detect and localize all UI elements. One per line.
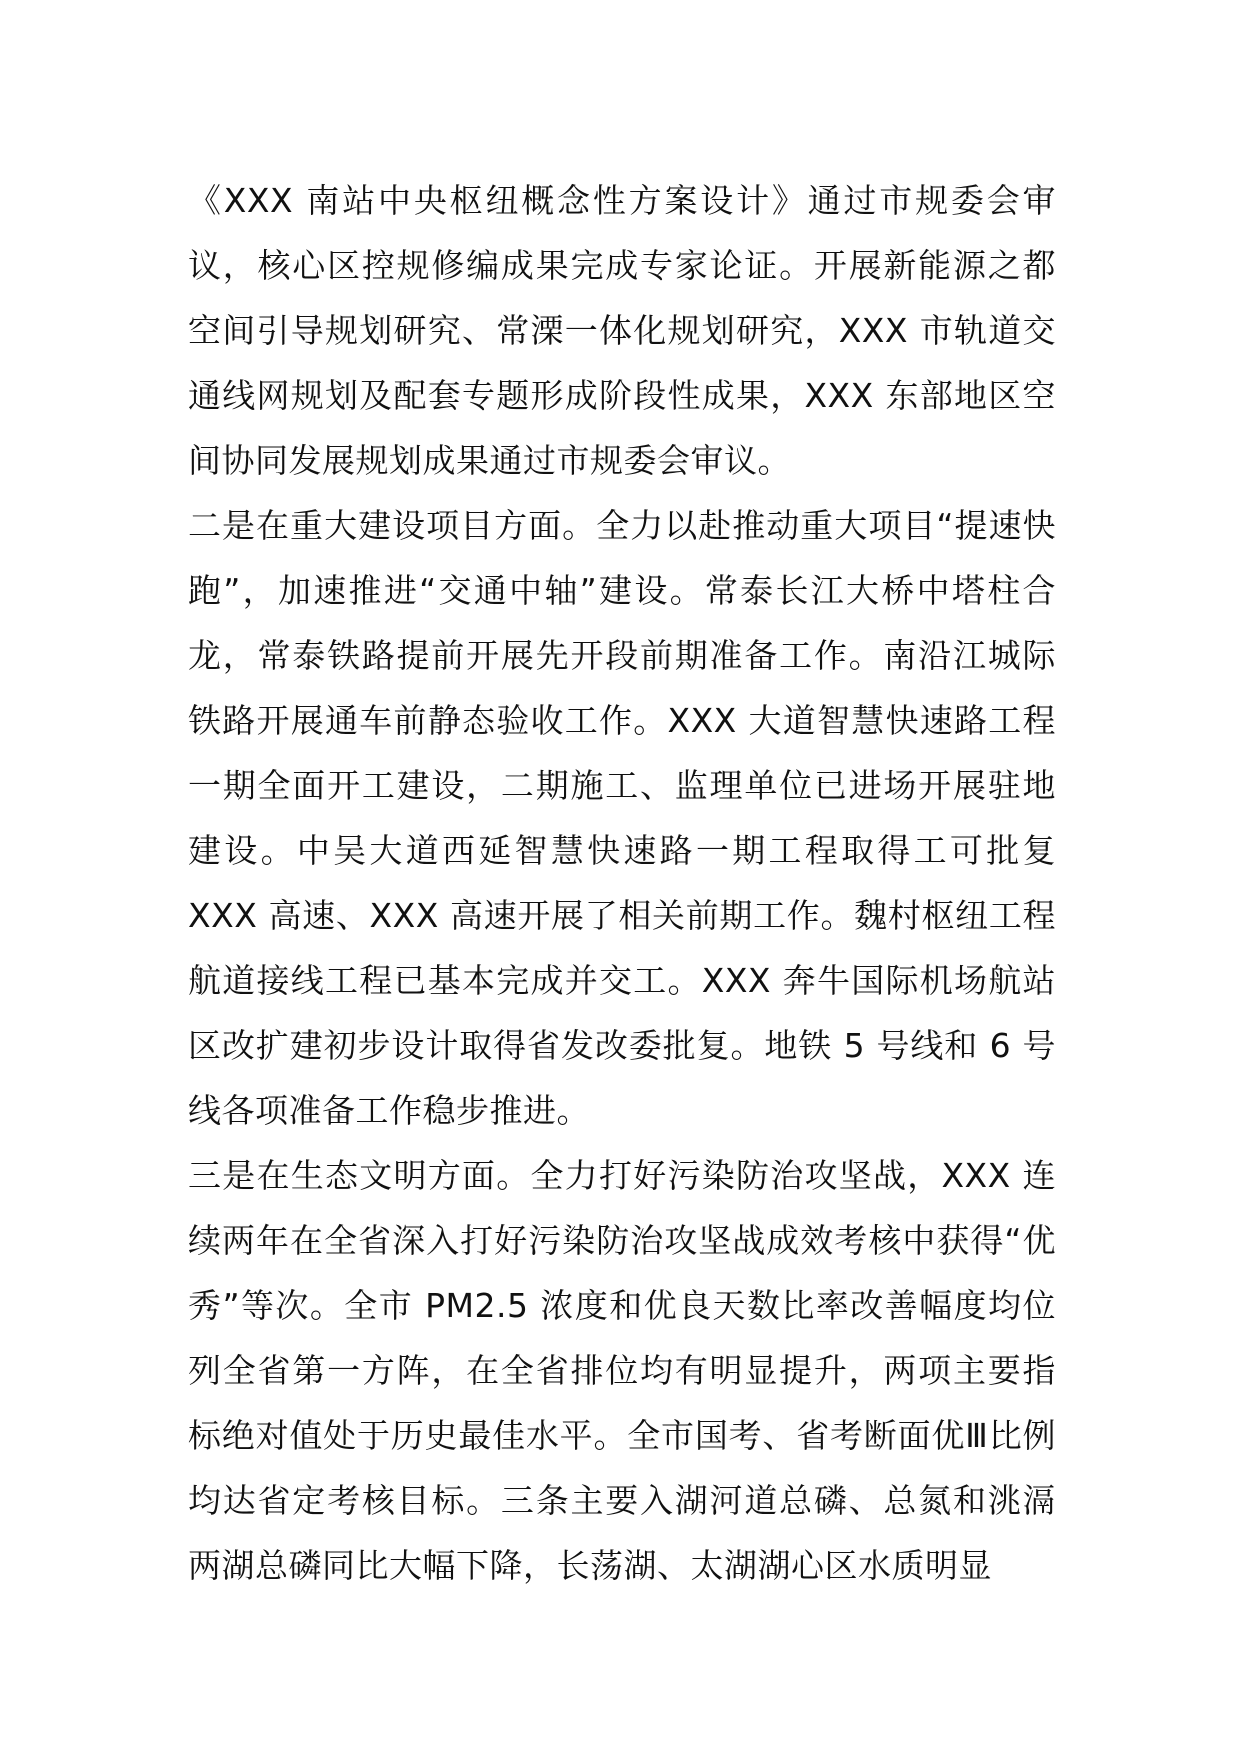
document-body xyxy=(188,168,1056,1598)
paragraph-major-projects: 二是在重大建设项目方面。全力以赴推动重大项目“提速快跑”，加速推进“交通中轴”建设。常泰长江大桥中塔柱合龙，常泰铁路提前开展先开段前期准备工作。南沿江城际铁路开展通车前静态验收工作。XXX 大道智慧快速路工程一期全面开工建设，二期施工、监理单位已进场开展驻地建设。中吴大道西延智慧快速路一期工程取得工可批复XXX 高速、XXX 高速开展了相关前期工作。魏村枢纽工程航道接线工程已基本完成并交工。XXX 奔牛国际机场航站区改扩建初步设计取得省发改委批复。地铁 5 号线和 6 号线各项准备工作稳步推进。 xyxy=(188,506,1056,1130)
paragraph-ecology: 三是在生态文明方面。全力打好污染防治攻坚战，XXX 连续两年在全省深入打好污染防治攻坚战成效考核中获得“优秀”等次。全市 PM2.5 浓度和优良天数比率改善幅度均位列全省第一方阵，在全省排位均有明显提升，两项主要指标绝对值处于历史最佳水平。全市国考、省考断面优Ⅲ比例均达省定考核目标。三条主要入湖河道总磷、总氮和洮滆两湖总磷同比大幅下降，长荡湖、太湖湖心区水质明显 xyxy=(188,1156,1056,1585)
paragraph-planning: 《XXX 南站中央枢纽概念性方案设计》通过市规委会审议，核心区控规修编成果完成专家论证。开展新能源之都空间引导规划研究、常溧一体化规划研究，XXX 市轨道交通线网规划及配套专题形成阶段性成果，XXX 东部地区空间协同发展规划成果通过市规委会审议。 xyxy=(188,181,1056,480)
